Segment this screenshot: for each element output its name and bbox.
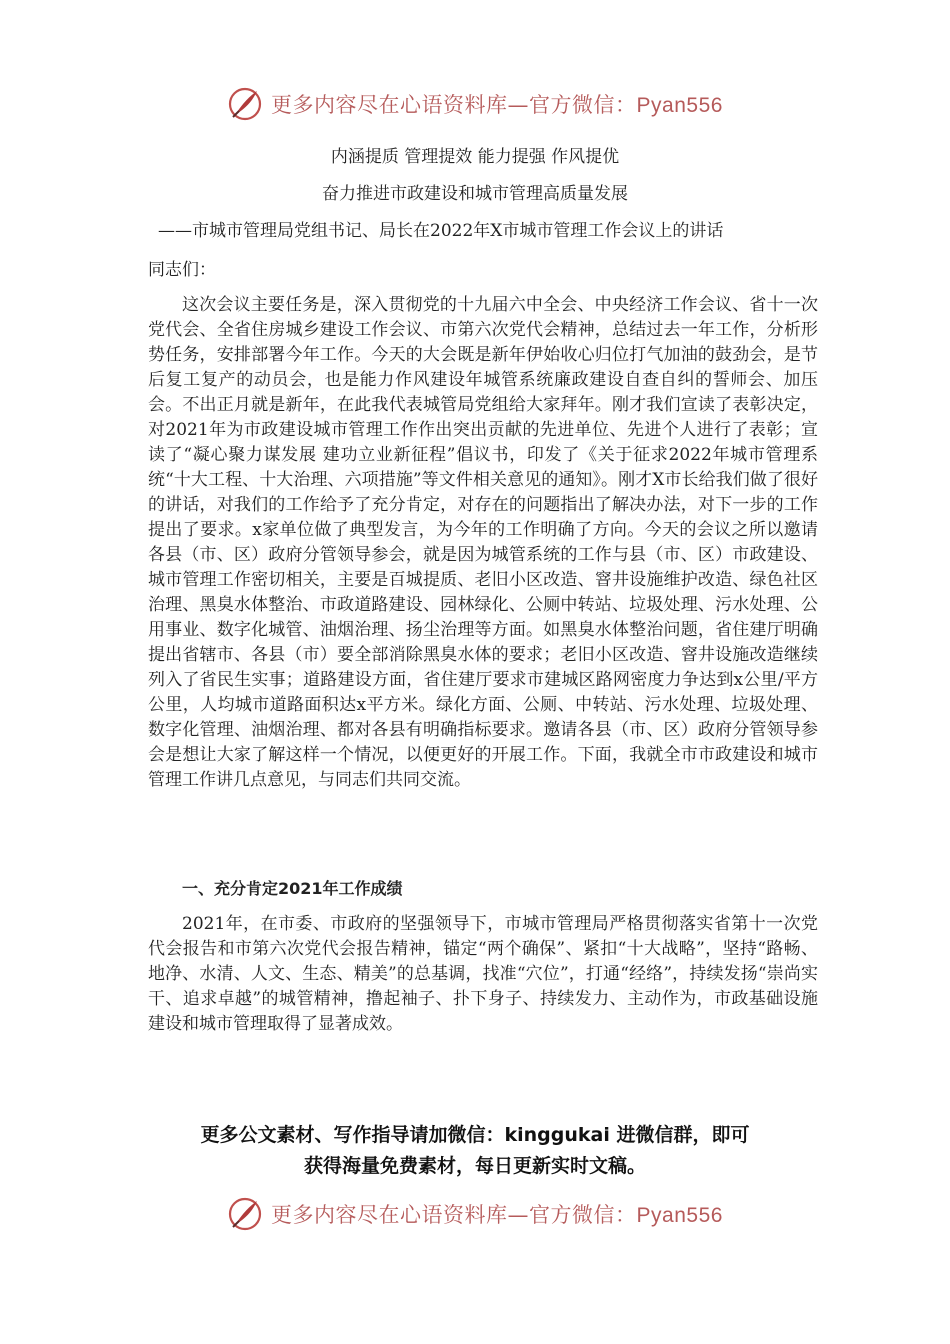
body-paragraph-2: 2021年，在市委、市政府的坚强领导下，市城市管理局严格贯彻落实省第十一次党代会报告和市第六次党代会报告精神，锚定“两个确保”、紧扣“十大战略”，坚持“路畅、地净、水清、人文、生态、精美”的总基调，找准“穴位”，打通“经络”，持续发扬“崇尚实干、追求卓越”的城管精神，撸起袖子、扑下身子、持续发力、主动作为，市政基础设施建设和城市管理取得了显著成效。 xyxy=(148,914,818,1034)
salutation: 同志们： xyxy=(148,260,216,280)
document-title-line2: 奋力推进市政建设和城市管理高质量发展 xyxy=(322,184,628,204)
section-heading-1: 一、充分肯定2021年工作成绩 xyxy=(182,879,403,898)
banner-text: 更多内容尽在心语资料库—官方微信：Pyan556 xyxy=(271,93,723,117)
body-paragraph-1: 这次会议主要任务是，深入贯彻党的十九届六中全会、中央经济工作会议、省十一次党代会、全省住房城乡建设工作会议、市第六次党代会精神，总结过去一年工作，分析形势任务，安排部署今年工作。今天的大会既是新年伊始收心归位打气加油的鼓劲会，是节后复工复产的动员会，也是能力作风建设年城管系统廉政建设自查自纠的誓师会、加压会。不出正月就是新年，在此我代表城管局党组给大家拜年。刚才我们宣读了表彰决定，对2021年为市政建设城市管理工作作出突出贡献的先进单位、先进个人进行了表彰；宣读了“凝心聚力谋发展 建功立业新征程”倡议书，印发了《关于征求2022年城市管理系统“十大工程、十大治理、六项措施”等文件相关意见的通知》。刚才X市长给我们做了很好的讲话，对我们的工作给予了充分肯定，对存在的问题指出了解决办法，对下一步的工作提出了要求。x家单位做了典型发言，为今年的工作明确了方向。今天的会议之所以邀请各县（市、区）政府分管领导参会，就是因为城管系统的工作与县（市、区）市政建设、城市管理工作密切相关，主要是百城提质、老旧小区改造、窨井设施维护改造、绿色社区治理、黑臭水体整治、市政道路建设、园林绿化、公厕中转站、垃圾处理、污水处理、公用事业、数字化城管、油烟治理、扬尘治理等方面。如黑臭水体整治问题，省住建厅明确提出省辖市、各县（市）要全部消除黑臭水体的要求；老旧小区改造、窨井设施改造继续列入了省民生实事；道路建设方面，省住建厅要求市建城区路网密度力争达到x公里/平方公里，人均城市道路面积达x平方米。绿化方面、公厕、中转站、污水处理、垃圾处理、数字化管理、油烟治理、都对各县有明确指标要求。邀请各县（市、区）政府分管领导参会是想让大家了解这样一个情况，以便更好的开展工作。下面，我就全市市政建设和城市管理工作讲几点意见，与同志们共同交流。 xyxy=(148,295,818,790)
promo-line-2: 获得海量免费素材，每日更新实时文稿。 xyxy=(303,1155,646,1177)
quill-pen-logo-icon xyxy=(227,1196,263,1232)
watermark-banner-bottom xyxy=(0,1194,950,1234)
document-subtitle: ——市城市管理局党组书记、局长在2022年X市城市管理工作会议上的讲话 xyxy=(158,221,724,241)
quill-pen-logo-icon xyxy=(227,86,263,122)
watermark-banner-top xyxy=(0,84,950,124)
promo-line-1: 更多公文素材、写作指导请加微信：kinggukai 进微信群，即可 xyxy=(200,1124,750,1146)
banner-text: 更多内容尽在心语资料库—官方微信：Pyan556 xyxy=(271,1203,723,1227)
document-title-line1: 内涵提质 管理提效 能力提强 作风提优 xyxy=(330,147,620,167)
